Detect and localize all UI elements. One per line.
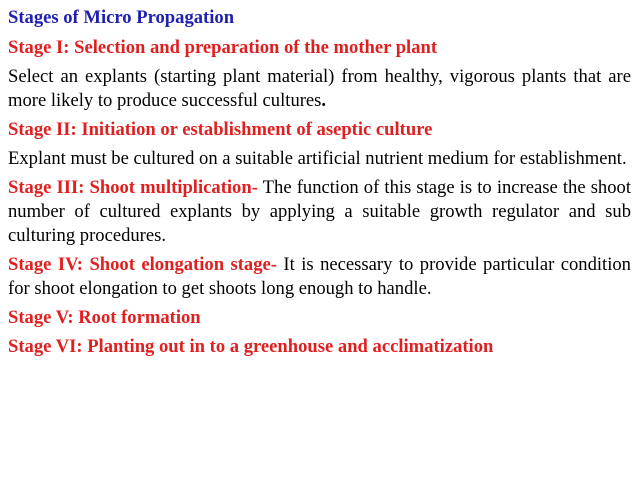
stage-4-paragraph bbox=[8, 253, 631, 301]
stage-1-description bbox=[8, 65, 631, 113]
stage-1-text: Select an explants (starting plant material) from healthy, vigorous plants that are more likely to produce successful cultures bbox=[8, 66, 631, 111]
stage-3-heading: Stage III: Shoot multiplication- bbox=[8, 177, 258, 198]
slide-content bbox=[8, 6, 631, 364]
stage-6-heading: Stage VI: Planting out in to a greenhouse and acclimatization bbox=[8, 336, 494, 357]
stage-4-text: It is necessary to provide particular condition for shoot elongation to get shoots long enough to handle. bbox=[8, 254, 631, 299]
stage-1-heading: Stage I: Selection and preparation of the mother plant bbox=[8, 37, 438, 58]
stage-2-heading: Stage II: Initiation or establishment of aseptic culture bbox=[8, 119, 433, 140]
page-title: Stages of Micro Propagation bbox=[8, 7, 235, 28]
stage-1-period: . bbox=[321, 90, 327, 111]
stage-3-paragraph bbox=[8, 176, 631, 248]
stage-4-heading: Stage IV: Shoot elongation stage- bbox=[8, 254, 277, 275]
stage-5-heading: Stage V: Root formation bbox=[8, 307, 201, 328]
stage-2-description: Explant must be cultured on a suitable artificial nutrient medium for establishment. bbox=[8, 148, 627, 169]
stage-3-text: The function of this stage is to increase the shoot number of cultured explants by applying a suitable growth regulator and sub culturing procedures. bbox=[8, 177, 631, 246]
